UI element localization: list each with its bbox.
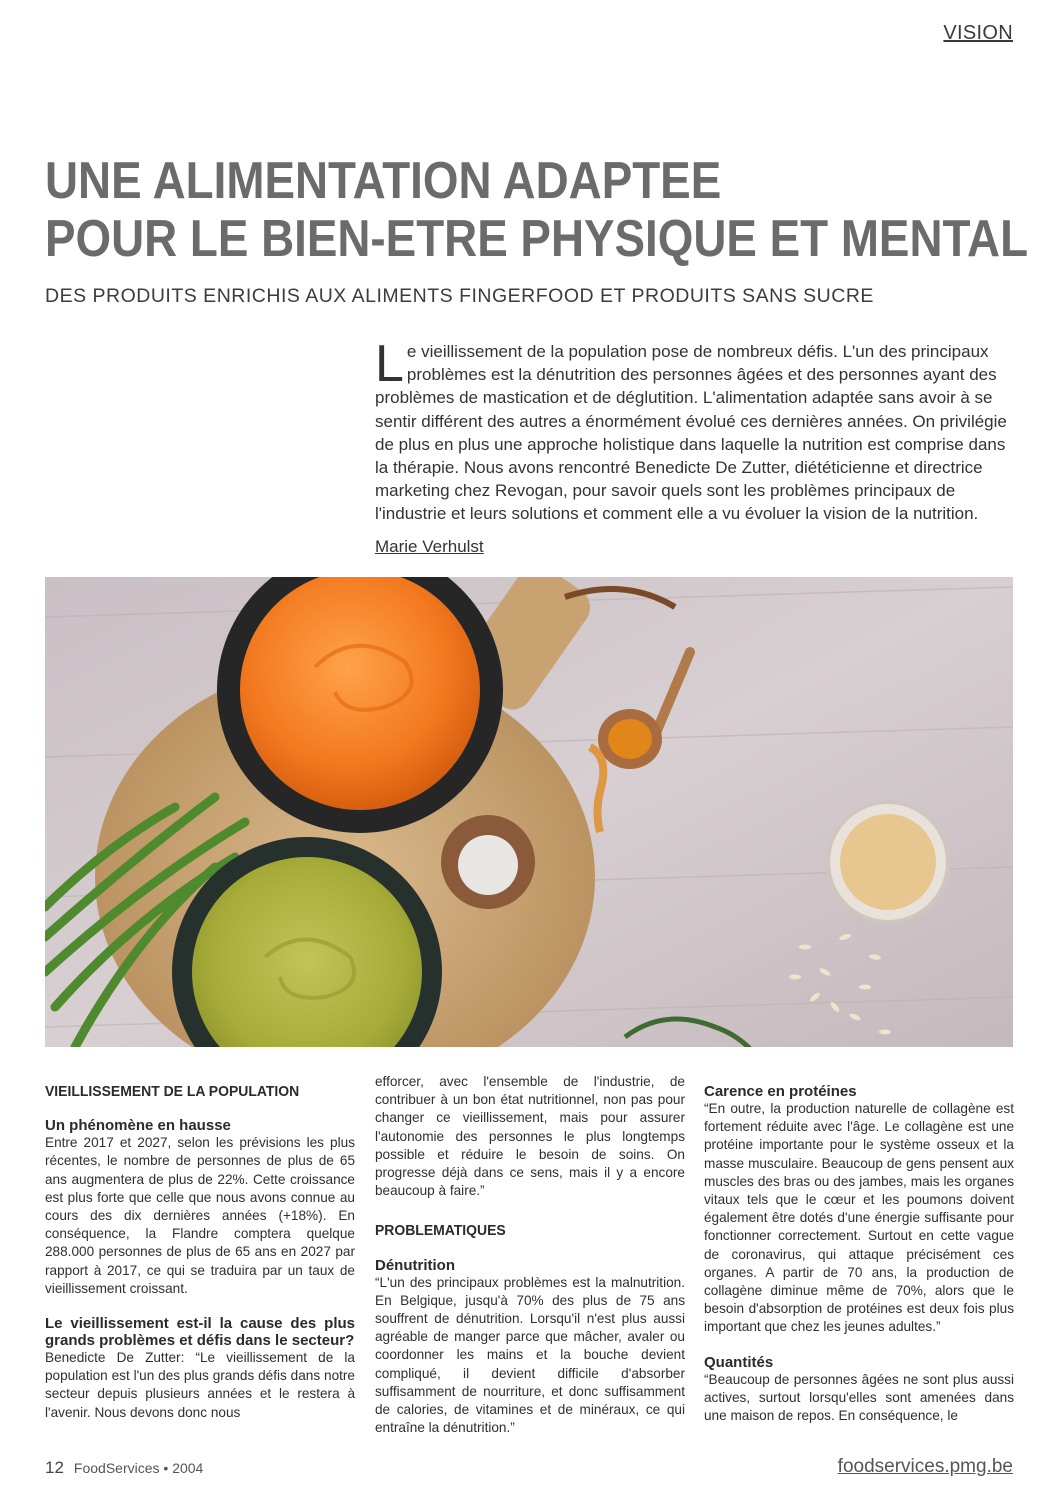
paragraph-quantites: “Beaucoup de personnes âgées ne sont plus aussi actives, surtout lorsqu'elles sont amenées dans une maison de repos. En conséquence, le	[704, 1371, 1014, 1424]
drop-cap: L	[375, 335, 404, 393]
paragraph-carence: “En outre, la production naturelle de collagène est fortement réduite avec l'âge. Le collagène est une protéine importante pour le système osseux et la masse musculaire. Beaucoup de gens pensent aux muscles des bras ou des jambes, mais les organes vitaux tels que le cœur et les poumons doivent également être dotés d'une énergie suffisante pour fonctionner correctement. Surtout en cette vague de coronavirus, qui attaque précisément ces organes. A partir de 70 ans, la production de collagène diminue même de 70%, alors que le besoin d'absorption de protéines est deux fois plus important que chez les jeunes adultes.”	[704, 1101, 1014, 1335]
intro-text: e vieillissement de la population pose de nombreux défis. L'un des principaux problèmes est la dénutrition des personnes âgées et des personnes ayant des problèmes de mastication et de déglutition. L'alimentation adaptée sans avoir à se sentir différent des autres a énormément évolué ces dernières années. On privilégie de plus en plus une approche holistique dans laquelle la nutrition est comprise dans la thérapie. Nous avons rencontré Benedicte De Zutter, diététicienne et directrice marketing chez Revogan, pour savoir quels sont les problèmes principaux de l'industrie et leurs solutions et comment elle a vu évoluer la vision de la nutrition.	[375, 342, 1007, 524]
page-title	[45, 152, 1029, 268]
food-photo	[45, 577, 1013, 1047]
paragraph-denutrition: “L'un des principaux problèmes est la malnutrition. En Belgique, jusqu'à 70% des plus de 75 ans souffrent de dénutrition. Lorsqu'il n'est plus aussi agréable de manger parce que mâcher, avaler ou coordonner les mains et la bouche devient compliqué, il devient difficile d'absorber suffisamment de nourriture, et donc suffisamment de calories, de vitamines et de minéraux, ce qui entraîne la dénutrition.”	[375, 1274, 685, 1436]
subtitle: DES PRODUITS ENRICHIS AUX ALIMENTS FINGERFOOD ET PRODUITS SANS SUCRE	[45, 285, 874, 307]
paragraph-continued: efforcer, avec l'ensemble de l'industrie, de contribuer à un bon état nutritionnel, non pas pour changer ce vieillissement, mais pour assurer l'autonomie des personnes le plus longtemps possible et réduire le besoin de soins. On progresse déjà dans ce sens, mais il y a encore beaucoup à faire.”	[375, 1074, 685, 1199]
subheading-denutrition: Dénutrition	[375, 1256, 455, 1274]
footer-publication	[45, 1458, 203, 1478]
title-line-1: UNE ALIMENTATION ADAPTEE	[45, 152, 722, 210]
subheading-phenomene: Un phénomène en hausse	[45, 1117, 231, 1135]
column-2	[375, 1073, 685, 1437]
subheading-carence: Carence en protéines	[704, 1083, 857, 1100]
section-tag[interactable]: VISION	[943, 22, 1013, 44]
column-3	[704, 1083, 1014, 1425]
intro-paragraph	[375, 335, 1015, 526]
publication-name: FoodServices • 2004	[73, 1460, 204, 1476]
heading-problematiques: PROBLEMATIQUES	[375, 1222, 506, 1240]
subheading-cause: Le vieillissement est-il la cause des plus grands problèmes et défis dans le secteur?	[45, 1315, 355, 1350]
page-number: 12	[45, 1458, 64, 1477]
salt	[458, 835, 518, 895]
website-link[interactable]: foodservices.pmg.be	[837, 1456, 1013, 1477]
orange-puree	[240, 577, 480, 810]
paragraph-phenomene: Entre 2017 et 2027, selon les prévisions les plus récentes, le nombre de personnes de plus de 65 ans augmentera de plus de 22%. Cette croissance est plus forte que celle que nous avons connue au cours des dix dernières années (+18%). En conséquence, la Flandre comptera quelque 288.000 personnes de plus de 65 ans en 2027 par rapport à 2017, ce qui se traduira par un taux de vieillissement croissant.	[45, 1135, 355, 1296]
rice-in-jar	[840, 814, 936, 910]
column-1	[45, 1083, 355, 1422]
turmeric	[608, 719, 652, 759]
subheading-quantites: Quantités	[704, 1353, 774, 1371]
heading-vieillissement: VIEILLISSEMENT DE LA POPULATION	[45, 1083, 300, 1100]
title-line-2: POUR LE BIEN-ETRE PHYSIQUE ET MENTAL	[45, 210, 1029, 268]
paragraph-cause: Benedicte De Zutter: “Le vieillissement de la population est l'un des plus grands défis dans notre secteur depuis plusieurs années et le restera à l'avenir. Nous devons donc nous	[45, 1350, 355, 1420]
author-link[interactable]: Marie Verhulst	[375, 537, 484, 556]
